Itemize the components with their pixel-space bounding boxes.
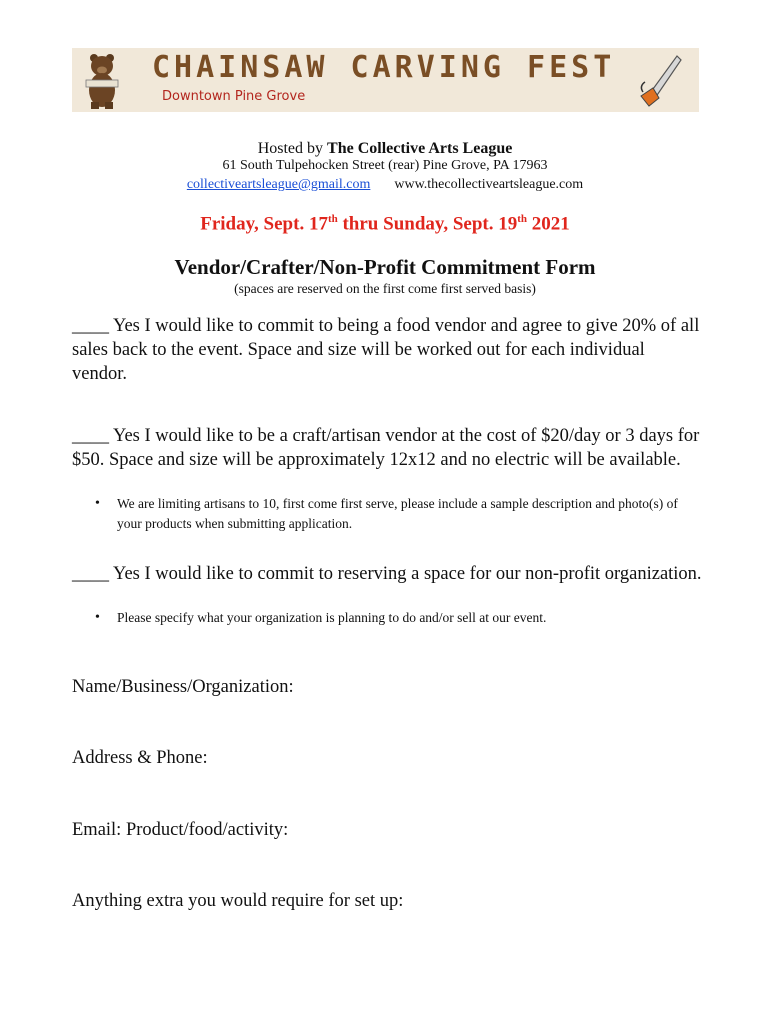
form-subtitle: (spaces are reserved on the first come first served basis)	[234, 281, 536, 296]
name-field-label: Name/Business/Organization:	[72, 677, 294, 697]
date-suffix-1: th	[327, 213, 338, 225]
email-field-label: Email: Product/food/activity:	[72, 820, 289, 840]
chainsaw-icon	[639, 52, 683, 108]
form-title: Vendor/Crafter/Non-Profit Commitment Form	[174, 255, 596, 279]
host-contacts	[0, 177, 770, 193]
non-profit-notes	[95, 608, 695, 628]
host-name: The Collective Arts League	[327, 140, 513, 157]
email-link[interactable]: collectiveartsleague@gmail.com	[186, 177, 371, 192]
event-date-end: thru Sunday, Sept. 19	[337, 213, 518, 235]
food-vendor-option: ____ Yes I would like to commit to being a food vendor and agree to give 20% of all sales back to the event. Space and size will be worked out for each individual vendor.	[72, 316, 700, 384]
address-field-label: Address & Phone:	[72, 748, 208, 768]
banner-title: CHAINSAW CARVING FEST	[152, 50, 616, 85]
event-date-start: Friday, Sept. 17	[200, 213, 328, 235]
list-item: • Please specify what your organization is planning to do and/or sell at our event.	[95, 608, 695, 628]
non-profit-option: ____ Yes I would like to commit to reserving a space for our non-profit organization.	[72, 564, 702, 584]
header-banner	[72, 48, 699, 112]
banner-subtitle: Downtown Pine Grove	[162, 89, 306, 104]
bear-carving-icon	[82, 52, 122, 110]
date-suffix-2: th	[517, 213, 528, 225]
craft-vendor-option: ____ Yes I would like to be a craft/artisan vendor at the cost of $20/day or 3 days for $50. Space and size will be approximately 12x12 and no electric will be available.	[72, 426, 700, 470]
hosted-by-line	[0, 140, 770, 158]
list-item: • We are limiting artisans to 10, first come first serve, please include a sample description and photo(s) of your products when submitting application.	[95, 494, 695, 534]
event-date	[0, 213, 770, 235]
hosted-prefix: Hosted by	[257, 140, 328, 157]
extra-field-label: Anything extra you would require for set up:	[72, 891, 404, 911]
website-text: www.thecollectiveartsleague.com	[394, 177, 584, 192]
craft-vendor-notes	[95, 494, 695, 534]
host-address: 61 South Tulpehocken Street (rear) Pine Grove, PA 17963	[222, 158, 548, 173]
event-year: 2021	[527, 213, 570, 235]
